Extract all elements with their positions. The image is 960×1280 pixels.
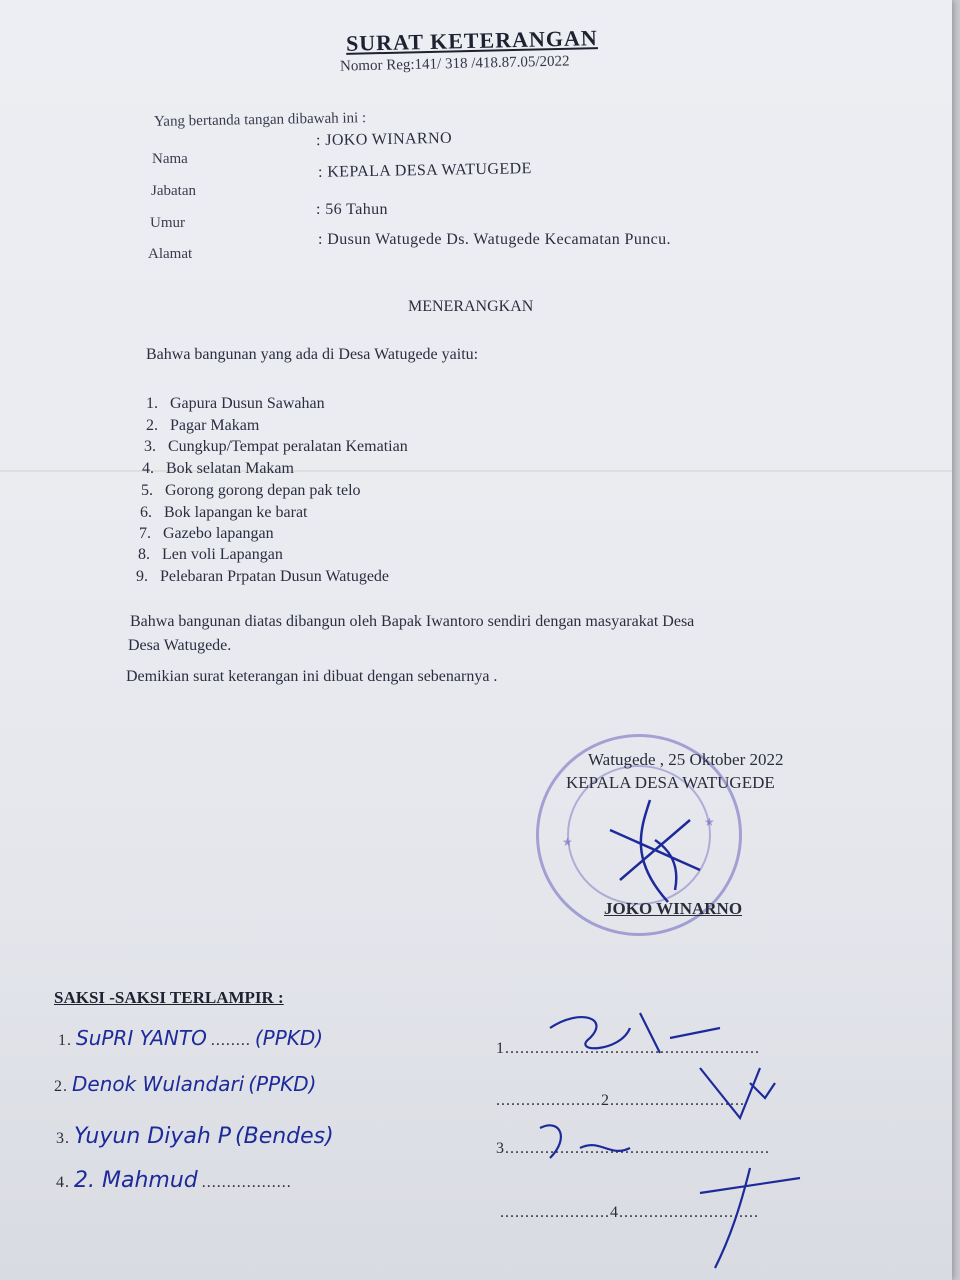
list-item-text: Cungkup/Tempat peralatan Kematian [168,438,408,455]
witness-row [56,1124,334,1149]
list-item-text: Gazebo lapangan [163,525,274,542]
witness-number: 2. [601,1092,615,1109]
field-value-jabatan: : KEPALA DESA WATUGEDE [317,160,532,181]
witness-signature-line: ......................4............................ [500,1204,759,1221]
witness-number: 4. [610,1204,624,1221]
field-label-jabatan: Jabatan [151,183,196,199]
signature-position: KEPALA DESA WATUGEDE [566,773,775,792]
svg-text:★: ★ [562,835,573,849]
witness-row [58,1026,323,1050]
witness-signatures-scribbles [520,998,860,1278]
list-item [146,417,259,435]
list-item-number: 1. [146,395,158,412]
list-item [141,482,361,500]
list-item [139,525,274,543]
list-item-text: Len voli Lapangan [162,546,283,563]
signature-place-date: Watugede , 25 Oktober 2022 [588,750,784,769]
registration-number: Nomor Reg:141/ 318 /418.87.05/2022 [339,53,570,75]
witness-signature-line: .....................2........................... [496,1092,745,1109]
list-item-number: 2. [146,417,158,434]
witness-name: Denok Wulandari [72,1072,245,1096]
list-item [146,395,325,413]
list-item-number: 5. [141,482,153,499]
list-item [144,438,408,456]
document-title: SURAT KETERANGAN [345,25,598,56]
witness-dotted-line: ........ [210,1032,251,1049]
list-item-number: 4. [142,460,154,477]
intro-text: Yang bertanda tangan dibawah ini : [153,110,367,130]
list-item [142,460,294,478]
list-item-number: 9. [136,568,148,585]
witnesses-heading: SAKSI -SAKSI TERLAMPIR : [54,988,284,1007]
witness-row [56,1168,292,1193]
witness-number: 3. [496,1140,510,1157]
witness-number: 4. [56,1174,70,1191]
field-label-alamat: Alamat [148,246,193,262]
witness-name: Yuyun Diyah P [74,1124,232,1149]
witness-number: 1. [58,1032,72,1049]
paragraph-line-1: Bahwa bangunan diatas dibangun oleh Bapak Iwantoro sendiri dengan masyarakat Desa [130,613,695,630]
list-item-number: 6. [140,504,152,521]
signature-scribble [580,790,720,910]
list-item-text: Bok lapangan ke barat [164,504,308,521]
witness-role: (PPKD) [254,1026,324,1050]
witness-number: 3. [56,1130,70,1147]
list-item-number: 8. [138,546,150,563]
field-label-umur: Umur [150,215,185,231]
witness-signature-line: 1................................................... [496,1040,760,1057]
signature-name: JOKO WINARNO [604,899,743,918]
paragraph-line-2: Desa Watugede. [128,637,232,654]
list-item-text: Gapura Dusun Sawahan [170,395,325,412]
witness-role: (Bendes) [235,1124,334,1149]
field-value-nama: : JOKO WINARNO [315,129,453,150]
witness-signature-line: 3..................................................... [496,1140,770,1157]
statement-text: Bahwa bangunan yang ada di Desa Watugede yaitu: [146,346,479,363]
list-item-text: Pagar Makam [170,417,260,434]
list-item [136,568,389,586]
witness-row [54,1072,316,1096]
list-item-number: 3. [144,438,156,455]
field-value-alamat: : Dusun Watugede Ds. Watugede Kecamatan Puncu. [318,231,671,248]
list-item-number: 7. [139,525,151,542]
witness-dotted-line: .................. [201,1174,292,1191]
section-heading: MENERANGKAN [408,298,534,315]
list-item [138,546,283,564]
witness-name: SuPRI YANTO [76,1026,207,1050]
witness-role: (PPKD) [248,1072,317,1096]
list-item-text: Gorong gorong depan pak telo [165,482,361,499]
witness-number: 1. [496,1040,510,1057]
closing-text: Demikian surat keterangan ini dibuat dengan sebenarnya . [126,668,498,685]
field-label-nama: Nama [152,151,188,167]
witness-number: 2. [54,1078,68,1095]
list-item-text: Bok selatan Makam [166,460,294,477]
witness-name: 2. Mahmud [74,1168,198,1193]
svg-text:★: ★ [704,815,715,829]
list-item-text: Pelebaran Prpatan Dusun Watugede [160,568,390,585]
list-item [140,504,308,522]
field-value-umur: : 56 Tahun [316,201,388,218]
